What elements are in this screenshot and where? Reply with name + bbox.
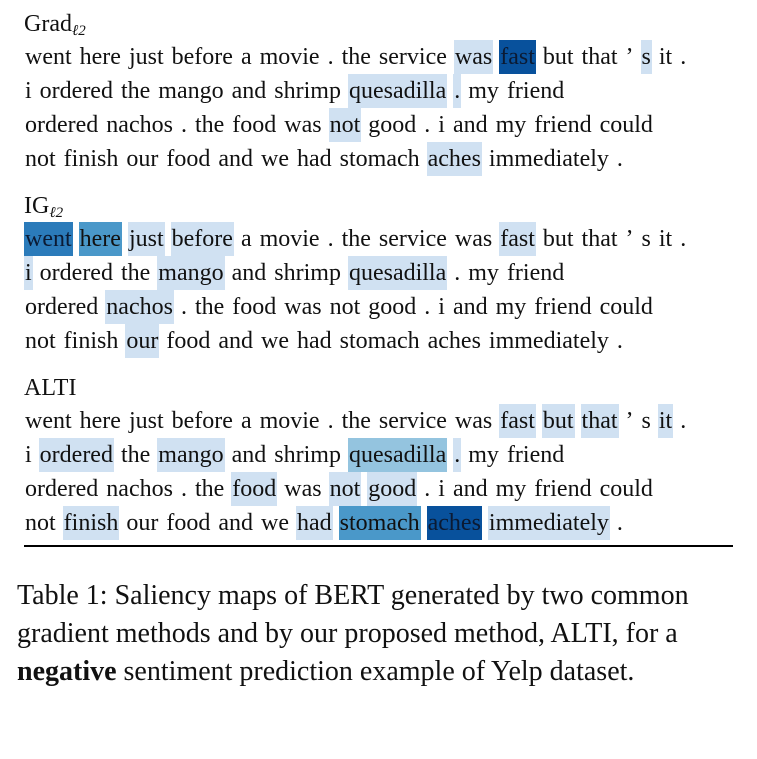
saliency-token: fast <box>499 404 536 438</box>
saliency-token: my <box>468 442 499 468</box>
alti-title-text: ALTI <box>24 375 77 401</box>
grad-line-3 <box>24 108 654 142</box>
saliency-token: a <box>240 226 252 252</box>
saliency-token: not <box>25 328 56 354</box>
saliency-token: shrimp <box>274 442 341 468</box>
saliency-token: it <box>658 44 673 70</box>
saliency-token: service <box>378 408 447 434</box>
saliency-token: could <box>599 476 653 502</box>
saliency-token: had <box>296 506 333 540</box>
saliency-token: i <box>25 442 32 468</box>
saliency-token: service <box>378 226 447 252</box>
saliency-token: but <box>542 404 575 438</box>
saliency-token: just <box>128 44 164 70</box>
saliency-token: . <box>616 510 623 536</box>
alti-line-4 <box>24 506 624 540</box>
saliency-token: friend <box>506 260 565 286</box>
saliency-token: fast <box>499 40 536 74</box>
saliency-token: movie <box>259 226 320 252</box>
saliency-token: mango <box>157 256 224 290</box>
saliency-token: and <box>231 78 267 104</box>
saliency-token: aches <box>427 328 481 354</box>
grad-line-4 <box>24 142 624 176</box>
saliency-token: could <box>599 112 653 138</box>
saliency-token: . <box>680 226 687 252</box>
saliency-token: . <box>180 112 187 138</box>
saliency-token: my <box>468 260 499 286</box>
saliency-token: shrimp <box>274 78 341 104</box>
saliency-token: before <box>171 44 233 70</box>
saliency-token: we <box>261 510 289 536</box>
saliency-token: food <box>232 112 277 138</box>
saliency-token: just <box>128 408 164 434</box>
saliency-token: . <box>424 112 431 138</box>
saliency-token: was <box>454 226 493 252</box>
grad-title-subscript: ℓ2 <box>71 23 86 39</box>
saliency-token: my <box>495 294 527 320</box>
saliency-token: i <box>25 78 32 104</box>
saliency-token: ’ <box>625 226 634 252</box>
saliency-token: . <box>680 408 687 434</box>
saliency-token: immediately <box>488 328 609 354</box>
saliency-token: ordered <box>25 112 99 138</box>
saliency-token: before <box>171 408 233 434</box>
saliency-token: here <box>79 408 121 434</box>
saliency-token: friend <box>506 442 565 468</box>
saliency-token: quesadilla <box>348 74 447 108</box>
saliency-token: that <box>581 226 618 252</box>
saliency-token: we <box>261 328 289 354</box>
saliency-token: and <box>452 476 488 502</box>
saliency-token: . <box>616 328 623 354</box>
saliency-token: . <box>327 44 334 70</box>
saliency-token: . <box>453 74 461 108</box>
saliency-token: a <box>240 408 252 434</box>
saliency-token: . <box>424 476 431 502</box>
saliency-token: was <box>454 408 493 434</box>
saliency-token: immediately <box>488 506 610 540</box>
saliency-token: i <box>438 112 445 138</box>
caption-prefix: Table 1: Saliency maps of BERT generated by two common gradient methods and by our proposed method, ALTI, for a <box>17 580 689 649</box>
saliency-token: nachos <box>106 112 173 138</box>
saliency-token: s <box>641 408 651 434</box>
saliency-token: not <box>25 510 56 536</box>
saliency-token: mango <box>157 438 224 472</box>
saliency-token: ’ <box>625 408 634 434</box>
saliency-token: the <box>341 44 371 70</box>
saliency-token: here <box>79 222 122 256</box>
ig-line-1 <box>24 222 687 256</box>
saliency-token: could <box>599 294 653 320</box>
saliency-token: not <box>329 108 362 142</box>
saliency-token: the <box>341 408 371 434</box>
saliency-token: movie <box>259 408 320 434</box>
ig-title <box>24 192 63 220</box>
grad-title-text: Grad <box>24 11 72 37</box>
saliency-token: nachos <box>106 476 173 502</box>
saliency-token: my <box>495 476 527 502</box>
saliency-token: we <box>261 146 289 172</box>
saliency-token: stomach <box>339 328 420 354</box>
saliency-token: friend <box>534 476 592 502</box>
saliency-token: food <box>232 294 277 320</box>
saliency-token: just <box>128 222 165 256</box>
saliency-token: finish <box>63 146 119 172</box>
saliency-token: . <box>327 226 334 252</box>
saliency-token: the <box>120 442 151 468</box>
saliency-token: immediately <box>488 146 609 172</box>
saliency-token: our <box>126 146 159 172</box>
saliency-token: food <box>166 328 211 354</box>
saliency-token: good <box>367 472 417 506</box>
saliency-token: that <box>581 44 618 70</box>
saliency-token: but <box>542 44 574 70</box>
saliency-token: ordered <box>39 438 114 472</box>
saliency-token: mango <box>158 78 224 104</box>
saliency-token: food <box>231 472 277 506</box>
saliency-token: ordered <box>25 294 99 320</box>
saliency-token: not <box>25 146 56 172</box>
saliency-token: stomach <box>339 506 421 540</box>
saliency-token: . <box>680 44 687 70</box>
saliency-token: ordered <box>39 260 113 286</box>
saliency-token: ordered <box>39 78 113 104</box>
saliency-token: not <box>329 294 361 320</box>
saliency-token: our <box>125 324 159 358</box>
saliency-token: . <box>180 294 187 320</box>
saliency-token: and <box>231 442 267 468</box>
saliency-token: and <box>452 112 488 138</box>
saliency-token: that <box>581 404 619 438</box>
caption-bold-word: negative <box>17 656 117 687</box>
saliency-token: quesadilla <box>348 256 447 290</box>
saliency-token: friend <box>534 294 592 320</box>
saliency-token: aches <box>427 506 482 540</box>
saliency-token: . <box>454 260 461 286</box>
saliency-token: i <box>438 294 445 320</box>
saliency-token: movie <box>259 44 320 70</box>
grad-title <box>24 10 86 38</box>
saliency-token: food <box>166 510 211 536</box>
alti-title <box>24 374 76 402</box>
saliency-token: our <box>126 510 159 536</box>
saliency-token: s <box>641 40 652 74</box>
saliency-token: the <box>341 226 371 252</box>
ig-line-2 <box>24 256 565 290</box>
saliency-token: went <box>25 408 72 434</box>
saliency-token: here <box>79 44 121 70</box>
saliency-token: went <box>24 222 73 256</box>
ig-line-3 <box>24 290 654 324</box>
saliency-token: ’ <box>625 44 634 70</box>
saliency-token: nachos <box>105 290 174 324</box>
saliency-token: a <box>240 44 252 70</box>
saliency-token: . <box>453 438 461 472</box>
saliency-token: s <box>641 226 651 252</box>
saliency-token: had <box>296 328 332 354</box>
grad-line-2 <box>24 74 565 108</box>
saliency-token: finish <box>63 328 119 354</box>
saliency-token: . <box>424 294 431 320</box>
saliency-token: the <box>194 294 225 320</box>
saliency-token: stomach <box>339 146 420 172</box>
saliency-token: shrimp <box>274 260 341 286</box>
saliency-token: good <box>368 112 417 138</box>
saliency-token: my <box>495 112 527 138</box>
saliency-token: my <box>468 78 499 104</box>
saliency-token: was <box>284 476 322 502</box>
saliency-token: was <box>454 40 493 74</box>
ig-line-4 <box>24 324 624 358</box>
saliency-token: . <box>180 476 187 502</box>
saliency-token: i <box>24 256 33 290</box>
alti-line-2 <box>24 438 565 472</box>
saliency-token: the <box>120 260 151 286</box>
saliency-token: fast <box>499 222 536 256</box>
saliency-token: had <box>296 146 332 172</box>
grad-line-1 <box>24 40 687 74</box>
saliency-token: it <box>658 226 673 252</box>
alti-line-1 <box>24 404 687 438</box>
saliency-token: good <box>368 294 417 320</box>
saliency-token: was <box>284 294 322 320</box>
saliency-token: . <box>327 408 334 434</box>
saliency-token: friend <box>506 78 565 104</box>
saliency-token: the <box>194 112 225 138</box>
saliency-token: and <box>231 260 267 286</box>
ig-title-subscript: ℓ2 <box>49 205 64 221</box>
caption-suffix: sentiment prediction example of Yelp dataset. <box>116 656 635 687</box>
saliency-token: i <box>438 476 445 502</box>
saliency-token: quesadilla <box>348 438 447 472</box>
saliency-token: finish <box>63 506 120 540</box>
saliency-token: . <box>616 146 623 172</box>
table-caption <box>17 577 732 691</box>
saliency-token: aches <box>427 142 482 176</box>
saliency-token: ordered <box>25 476 99 502</box>
saliency-token: it <box>658 404 673 438</box>
saliency-token: was <box>284 112 322 138</box>
saliency-token: went <box>25 44 72 70</box>
alti-line-3 <box>24 472 654 506</box>
saliency-token: service <box>378 44 447 70</box>
table-bottom-rule <box>24 545 733 547</box>
saliency-token: and <box>452 294 488 320</box>
saliency-token: but <box>542 226 574 252</box>
saliency-token: the <box>120 78 151 104</box>
saliency-token: before <box>171 222 234 256</box>
saliency-token: food <box>166 146 211 172</box>
saliency-token: and <box>218 146 253 172</box>
saliency-token: and <box>218 510 253 536</box>
saliency-token: and <box>218 328 253 354</box>
ig-title-text: IG <box>24 193 50 219</box>
saliency-token: not <box>329 472 362 506</box>
saliency-token: friend <box>534 112 592 138</box>
saliency-token: the <box>194 476 225 502</box>
